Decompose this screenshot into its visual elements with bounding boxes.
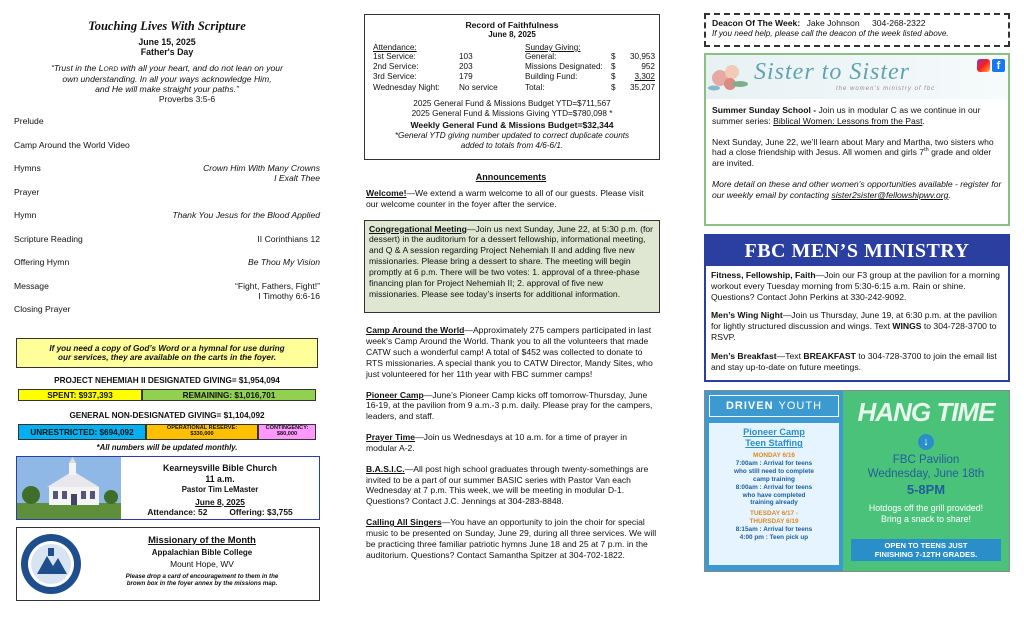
hotdog-note: Hotdogs off the grill provided! Bring a snack to share! [868,503,984,524]
kearneysville-time: 11 a.m. [205,473,235,484]
order-item-detail: Thank You Jesus for the Blood Applied [172,210,320,221]
mens-ministry-title: FBC MEN’S MINISTRY [706,236,1008,266]
kearneysville-attendance: Attendance: 52 [147,507,208,518]
instagram-icon[interactable] [977,59,990,72]
middle-column [360,0,662,622]
spent-amount: SPENT: $937,393 [18,389,142,401]
congregational-meeting: Congregational Meeting—Join us next Sunday, June 22, at 5:30 p.m. (for dessert) in the auditorium for a dessert fellowship, informational meeting, and Q & A session regarding Project Nehemiah II and adding five new missionaries. Please bring a dessert to share. The meeting will begin promptly at 6 p.m. There will be two votes: 1. approval of a three-phase financing plan for Project Nehemiah II; 2. approval of five new missionaries. Please see today’s inserts for additional information. [369,223,654,299]
record-of-faithfulness [364,14,660,160]
kearneysville-offering: Offering: $3,755 [229,507,293,518]
mens-content [706,266,1008,373]
catw-announcement: Camp Around the World—Approximately 275 campers participated in last week’s Camp Around the World. Thank you to all the volunteers that made CATW such a wonderful camp! A total of $452 was collected to donate to RTS missionaries. A special thank you to CATW Director, Mandy Sites, who just volunteered for her 11th year with FBC summer camps! [366,325,653,379]
order-item [14,163,320,187]
giving-row: Building Fund: $ 3,302 [525,72,655,82]
order-item-detail: Crown Him With Many Crowns I Exalt Thee [203,163,320,184]
general-giving-title: GENERAL NON-DESIGNATED GIVING= $1,104,092 [69,411,265,420]
attendance-row: Wednesday Night: No service [373,82,498,92]
missionary-note: Please drop a card of encouragement to them in the brown box in the foyer annex by the missions map. [125,572,279,587]
attendance-row: 1st Service: 103 [373,52,473,61]
basic-announcement: B.A.S.I.C.—All post high school graduates through twenty-somethings are invited to be a part of our summer BASIC series with Pastor Van each Wednesday at 7 p.m. This week, we will be meeting in modular D-1. Questions? Contact J.C. Jennings at 304-283-8848. [366,463,649,507]
missionary-info [85,528,319,600]
record-date: June 8, 2025 [488,30,536,39]
order-item [14,257,320,281]
order-item-label: Prayer [14,186,40,197]
kearneysville-stats [121,507,319,518]
sister-banner [706,55,1008,99]
bulletin-occasion: Father's Day [140,47,194,57]
attendance-row: 3rd Service: 179 [373,72,473,82]
order-item-label: Closing Prayer [14,304,71,315]
congregational-meeting-box [364,220,660,314]
kearneysville-pastor: Pastor Tim LeMaster [181,484,259,494]
arrow-down-icon: ↓ [918,434,934,450]
deacon-phone: 304-268-2322 [872,18,926,28]
order-item [14,187,320,211]
ytd-giving: 2025 General Fund & Missions Giving YTD=$780,098 * [411,109,613,119]
order-item-label: Hymns [14,163,41,174]
order-item-detail: Be Thou My Vision [248,257,320,268]
singers-announcement: Calling All Singers—You have an opportunity to join the choir for special music to be presented on Sunday, June 29, during all three services. We will be practicing three familiar patriotic hymns June 18 and 25 at 7 p.m. in the auditorium. Questions? Contact Samantha Spitzer at 304-702-1822. [366,517,657,560]
college-seal [17,528,85,600]
hang-time-title: HANG TIME [857,397,995,427]
pavilion-details: FBC Pavilion Wednesday, June 18th 5-8PM [867,454,985,497]
nehemiah-bar [18,389,316,401]
bulletin-title: Touching Lives With Scripture [88,19,246,33]
order-item-label: Camp Around the World Video [14,139,130,150]
missionary-name: Appalachian Bible College [151,548,253,558]
order-of-service [14,116,320,328]
kearneysville-info [121,457,319,519]
youth-flyer [704,390,1010,572]
deacon-box [704,13,1010,47]
giving-table [525,43,655,93]
wing-night-announcement: Men’s Wing Night—Join us Thursday, June 19, at 6:30 p.m. at the pavilion for lightly structured discussion and wings. Text WINGS to 304-728-3700 to RSVP. [711,310,997,343]
order-item [14,281,320,305]
order-item-label: Hymn [14,210,37,221]
order-item [14,116,320,140]
order-item-detail: II Corinthians 12 [257,233,320,244]
order-item-label: Message [14,280,49,291]
bulletin-header [14,19,320,104]
giving-label: Sunday Giving: [525,43,581,52]
order-item [14,304,320,328]
right-column [702,0,1014,622]
open-to-teens-banner: OPEN TO TEENS JUST FINISHING 7-12TH GRADES. [851,539,1001,561]
sister-email-link[interactable]: sister2sister@fellowshipwv.org [831,189,949,200]
order-item-label: Offering Hymn [14,257,70,268]
order-item [14,140,320,164]
hang-time-panel [843,391,1009,571]
ytd-summary [365,99,659,150]
deacon-line: Deacon Of The Week: Jake Johnson 304-268-2322 [712,18,926,28]
bible-hymnal-note: If you need a copy of God’s Word or a hymnal for use during our services, they are available on the carts in the foyer. [16,338,318,368]
bulletin-date: June 15, 2025 [138,37,196,47]
announcements [366,188,658,570]
driven-youth-panel [705,391,843,571]
order-item-label: Scripture Reading [14,233,83,244]
sister-tagline: the women's ministry of fbc [836,86,936,92]
kearneysville-date: June 8, 2025 [195,496,245,507]
contingency: CONTINGENCY: $80,000 [258,424,316,440]
record-title: Record of Faithfulness [465,20,559,30]
remaining-amount: REMAINING: $1,016,701 [142,389,316,401]
summer-sunday-school: Summer Sunday School - Join us in modular C as we continue in our summer series: Biblical Women: Lessons from the Past. [712,105,981,126]
pioneer-camp-staffing: Pioneer Camp Teen Staffing MONDAY 6/16 7:00am : Arrival for teens who still need to complete camp training 8:00am : Arrival for teens who have completed training already TUESDAY 6/17 - THURSDAY 6/19 8:15am : Arrival for teens 4:00 pm : Teen pick up [709,423,839,565]
attendance-table [373,43,525,93]
general-giving-bar [18,424,316,440]
order-item-label: Prelude [14,116,44,127]
sister-content [706,99,1008,201]
missionary-title: Missionary of the Month [148,534,256,545]
ytd-note: *General YTD giving number updated to correct duplicate counts added to totals from 4/6-6/1. [394,131,630,150]
flower-graphic [708,56,750,98]
welcome-announcement: Welcome!—We extend a warm welcome to all of our guests. Please visit our welcome counter in the foyer after the service. [366,188,644,209]
unrestricted-amount: UNRESTRICTED: $694,092 [18,424,146,440]
kearneysville-box [16,456,320,520]
giving-row: General: $ 30,953 [525,52,655,61]
more-detail-text: More detail on these and other women’s opportunities available - register for our weekly email by contacting sister2sister@fellowshipwv.org. [712,179,1002,200]
nehemiah-title: PROJECT NEHEMIAH II DESIGNATED GIVING= $1,954,094 [54,376,280,385]
scripture-reference: Proverbs 3:5-6 [158,94,216,105]
breakfast-announcement: Men’s Breakfast—Text BREAKFAST to 304-728-3700 to join the email list and stay up-to-date on future meetings. [711,350,997,372]
giving-row: Total: $ 35,207 [525,82,655,92]
pioneer-announcement: Pioneer Camp—June’s Pioneer Camp kicks off tomorrow-Thursday, June 16-19, at the pavilion from 9 a.m.-3 p.m. daily. Please pray for the campers, leaders, and staff. [366,389,653,422]
prayer-announcement: Prayer Time—Join us Wednesdays at 10 a.m. for a time of prayer in modular A-2. [366,432,627,453]
operational-reserve: OPERATIONAL RESERVE: $330,000 [146,424,258,440]
numbers-note: *All numbers will be updated monthly. [96,443,238,452]
sister-title: Sister to Sister [754,59,911,85]
church-photo [17,457,121,519]
scripture-verse: “Trust in the LORD with all your heart, and do not lean on your own understanding. In all your ways acknowledge Him, and He will make straight your paths.” [51,63,283,94]
next-sunday-text: Next Sunday, June 22, we’ll learn about Mary and Martha, two sisters who had a close friendship with Jesus. All women and girls 7th grade and older are invited. [712,136,994,169]
deacon-note: If you need help, please call the deacon of the week listed above. [712,29,949,38]
driven-youth-logo: DRIVEN YOUTH [709,395,839,417]
attendance-label: Attendance: [373,43,417,52]
order-item [14,234,320,258]
f3-announcement: Fitness, Fellowship, Faith—Join our F3 group at the pavilion for a morning workout every Tuesday morning from 5:30-6:15 a.m. Rain or shine. Questions? Contact John Perkins at 330-242-9092. [711,270,1000,302]
order-item [14,210,320,234]
announcements-title: Announcements [475,172,547,182]
kearneysville-name: Kearneysville Bible Church [163,463,277,473]
sister-to-sister-box [704,53,1010,226]
record-tables [365,43,659,93]
left-column [14,0,320,622]
missionary-place: Mount Hope, WV [170,558,234,569]
attendance-row: 2nd Service: 203 [373,62,473,72]
ytd-budget: 2025 General Fund & Missions Budget YTD=$711,567 [413,98,611,108]
giving-row: Missions Designated: $ 952 [525,62,655,72]
order-item-detail: “Fight, Fathers, Fight!” I Timothy 6:6-16 [234,280,320,301]
weekly-budget: Weekly General Fund & Missions Budget=$32,344 [410,120,614,130]
deacon-name: Jake Johnson [806,18,860,28]
missionary-box [16,527,320,601]
facebook-icon[interactable]: f [992,59,1005,72]
mens-ministry-box [704,234,1010,382]
